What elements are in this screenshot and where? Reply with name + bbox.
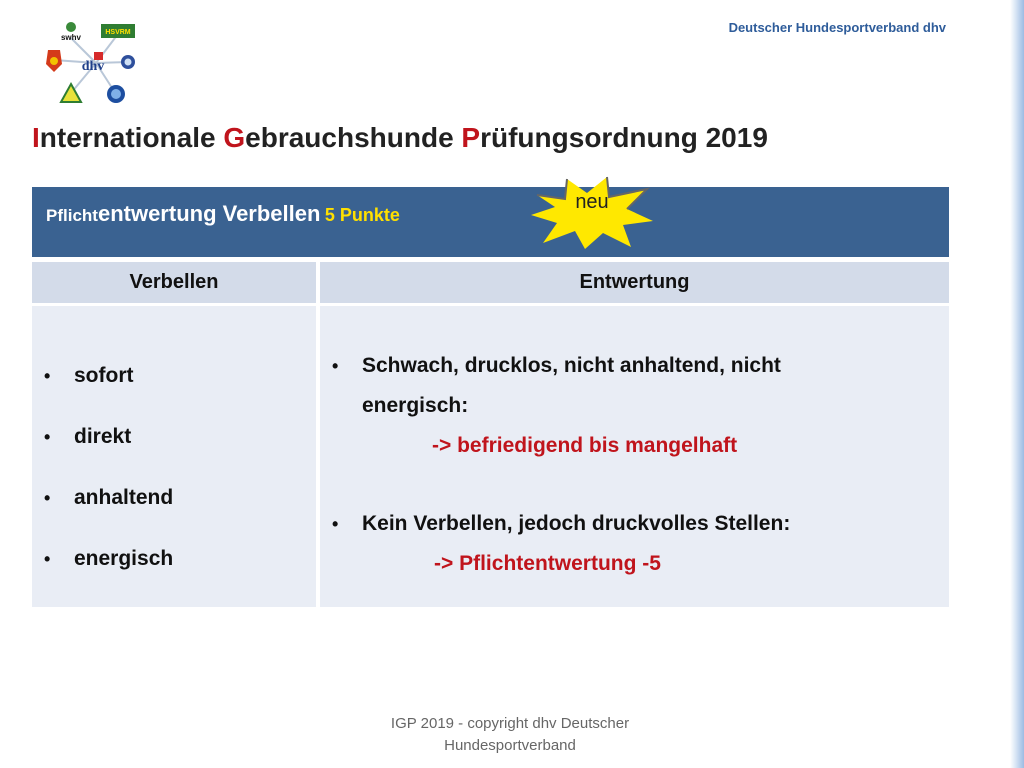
- list-item: [44, 547, 173, 608]
- list-item: [332, 504, 932, 544]
- list-item: [44, 364, 173, 425]
- triangle-logo: [61, 84, 81, 102]
- swhv-logo-text: swhv: [60, 33, 82, 42]
- list-item: [44, 486, 173, 547]
- list-item: [44, 425, 173, 486]
- column-header-row: [32, 262, 949, 303]
- footer-line: Hundesportverband: [444, 737, 576, 754]
- bullet-icon: •: [44, 427, 51, 447]
- slide-title: [32, 122, 768, 154]
- dhv-logo-text: dhv: [81, 59, 105, 74]
- logo-cluster: [38, 18, 148, 113]
- hsvrm-logo-text: HSVRM: [105, 29, 131, 36]
- verbellen-cell: [32, 306, 316, 607]
- entwertung-condition-line: Schwach, drucklos, nicht anhaltend, nicht: [362, 354, 781, 377]
- new-badge: [529, 173, 655, 251]
- column-header-verbellen: Verbellen: [32, 262, 316, 303]
- table-body-row: [32, 306, 949, 607]
- bullet-icon: •: [44, 488, 51, 508]
- title-initial-p: P: [461, 122, 481, 153]
- header-main: entwertung Verbellen: [97, 201, 321, 226]
- entwertung-condition-line: energisch:: [362, 394, 469, 417]
- title-word-2: ebrauchshunde: [245, 122, 462, 153]
- blue-dog-logo: [121, 55, 135, 69]
- red-emblem-logo: [46, 50, 62, 72]
- bullet-icon: •: [332, 356, 339, 376]
- header-prefix: Pflicht: [46, 206, 98, 225]
- bullet-icon: •: [44, 366, 51, 386]
- list-item: [332, 346, 932, 426]
- round-blue-logo: [107, 85, 125, 103]
- footer-line: IGP 2019 - copyright dhv Deutscher: [390, 715, 630, 732]
- title-word-3: rüfungsordnung 2019: [480, 122, 768, 153]
- entwertung-result: -> befriedigend bis mangelhaft: [432, 434, 738, 457]
- hsvrm-logo: [101, 24, 135, 38]
- column-header-entwertung: Entwertung: [320, 262, 949, 303]
- dhv-logo: [82, 52, 105, 74]
- entwertung-result: -> Pflichtentwertung -5: [434, 552, 661, 575]
- new-badge-label: neu: [575, 191, 609, 213]
- bullet-icon: •: [44, 549, 51, 569]
- title-initial-g: G: [223, 122, 246, 153]
- criteria-list: [44, 364, 173, 608]
- header-points: 5 Punkte: [324, 205, 400, 225]
- table-header-title: [46, 201, 400, 227]
- table-header-band: [32, 187, 949, 260]
- rules-table: [32, 187, 949, 607]
- entwertung-cell: [320, 306, 949, 607]
- slide-footer: [340, 713, 680, 757]
- criteria-label: anhaltend: [74, 486, 174, 509]
- entwertung-list: [332, 346, 932, 584]
- swhv-logo: [61, 22, 82, 42]
- organization-name: Deutscher Hundesportverband dhv: [728, 20, 946, 35]
- title-word-1: nternationale: [39, 122, 224, 153]
- bullet-icon: •: [332, 514, 339, 534]
- criteria-label: energisch: [74, 547, 174, 570]
- title-initial-i: I: [32, 122, 40, 153]
- criteria-label: direkt: [74, 425, 132, 448]
- criteria-label: sofort: [74, 364, 134, 387]
- entwertung-condition-line: Kein Verbellen, jedoch druckvolles Stellen:: [362, 512, 791, 535]
- slide-edge-gradient: [1010, 0, 1024, 768]
